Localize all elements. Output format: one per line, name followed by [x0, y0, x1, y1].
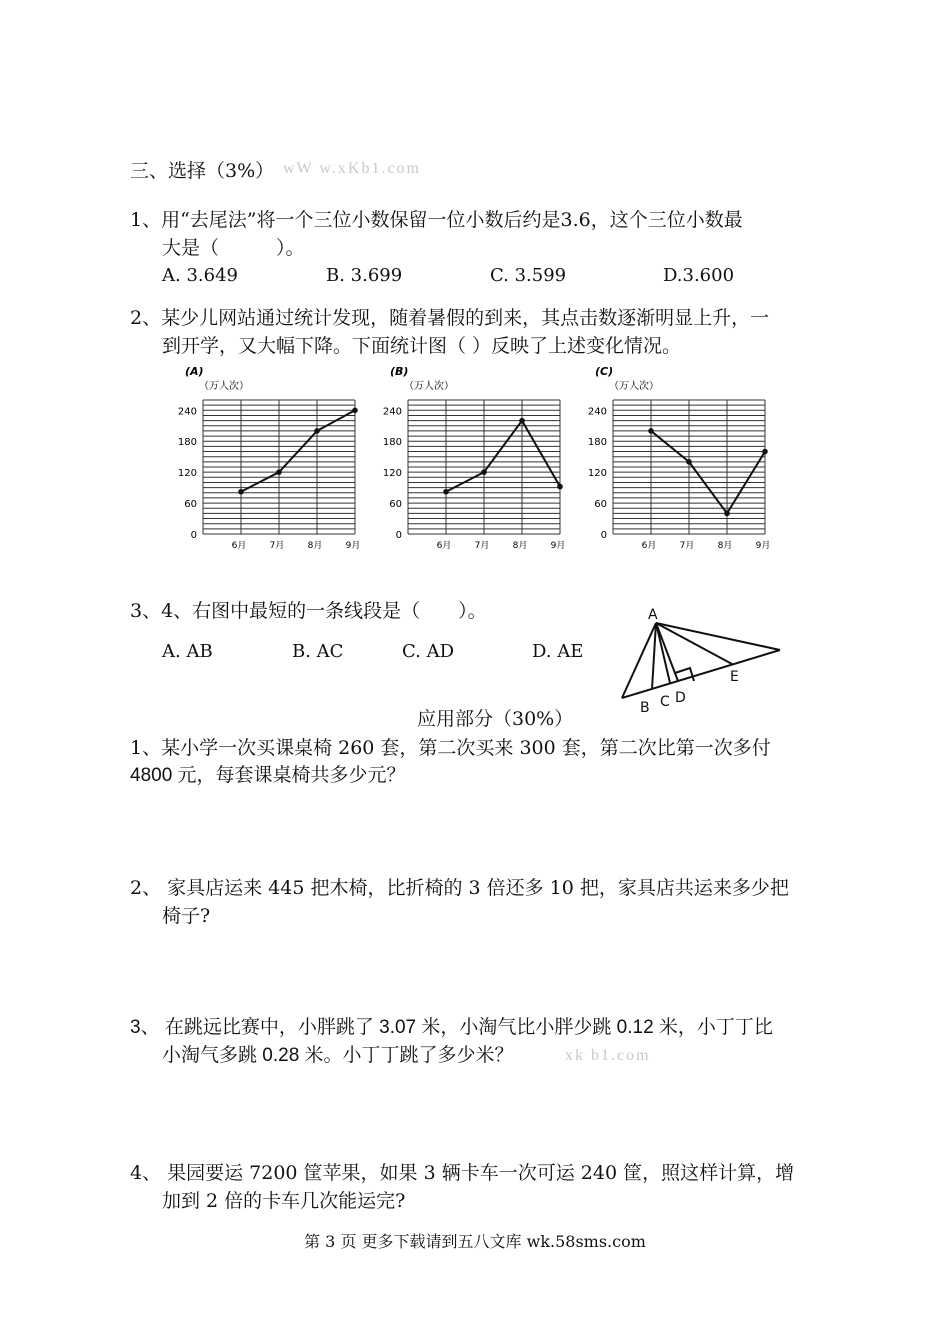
page-footer: 第 3 页 更多下载请到五八文库 wk.58sms.com	[304, 1232, 646, 1251]
x-tick-label: 6月	[641, 541, 657, 551]
chart-c	[575, 362, 785, 552]
data-point	[724, 511, 730, 517]
data-point	[276, 469, 282, 475]
chart-a	[165, 362, 375, 552]
x-tick-label: 9月	[550, 541, 566, 551]
app-q3-line1: 3、 在跳远比赛中，小胖跳了 3.07 米，小淘气比小胖少跳 0.12 米，小丁丁比	[130, 1017, 773, 1038]
chart-unit: （万人次）	[404, 381, 454, 392]
x-tick-label: 7月	[269, 541, 285, 551]
q1-option-d: D.3.600	[663, 265, 735, 286]
app-q1-line1: 1、某小学一次买课桌椅 260 套，第二次买来 300 套，第二次比第一次多付	[130, 737, 771, 759]
app-q1-line2: 4800 元，每套课桌椅共多少元？	[130, 765, 406, 786]
x-tick-label: 8月	[307, 541, 323, 551]
y-tick-label: 60	[389, 499, 402, 511]
chart-b	[370, 362, 580, 552]
q3-option-b: B. AC	[292, 641, 344, 662]
app-q2-line1: 2、 家具店运来 445 把木椅，比折椅的 3 倍还多 10 把，家具店共运来多少把	[130, 877, 789, 899]
x-tick-label: 7月	[474, 541, 490, 551]
q3-option-c: C. AD	[402, 641, 455, 662]
q1-line1: 1、用“去尾法”将一个三位小数保留一位小数后约是3.6，这个三位小数最	[130, 209, 743, 231]
y-tick-label: 0	[600, 530, 607, 541]
label-b: B	[640, 700, 650, 716]
y-tick-label: 240	[382, 406, 402, 418]
app-q3-line2: 小淘气多跳 0.28 米。小丁丁跳了多少米？	[162, 1045, 514, 1066]
q1-option-c: C. 3.599	[490, 265, 567, 286]
y-tick-label: 180	[382, 437, 402, 449]
x-tick-label: 9月	[755, 541, 771, 551]
x-tick-label: 6月	[436, 541, 452, 551]
data-point	[314, 428, 320, 434]
app-q4-line2: 加到 2 倍的卡车几次能运完?	[162, 1190, 406, 1212]
x-tick-label: 8月	[717, 541, 733, 551]
y-tick-label: 240	[587, 406, 607, 418]
data-point	[762, 449, 768, 455]
q3-line1: 3、4、右图中最短的一条线段是（ ）。	[130, 600, 487, 622]
chart-unit: （万人次）	[199, 381, 249, 392]
data-point	[238, 489, 244, 495]
label-d: D	[675, 690, 686, 706]
q3-option-a: A. AB	[162, 641, 213, 662]
label-a: A	[648, 607, 658, 623]
y-tick-label: 60	[184, 499, 197, 511]
x-tick-label: 8月	[512, 541, 528, 551]
q1-option-b: B. 3.699	[326, 265, 403, 286]
section-title: 三、选择（3%）	[130, 160, 275, 182]
chart-unit: （万人次）	[609, 381, 659, 392]
data-point	[648, 428, 654, 434]
y-tick-label: 60	[594, 499, 607, 511]
q3-option-d: D. AE	[532, 641, 584, 662]
data-point	[352, 408, 358, 414]
watermark: wW w.xKb1.com	[283, 160, 421, 177]
label-e: E	[730, 669, 739, 685]
y-tick-label: 0	[395, 530, 402, 541]
data-point	[557, 484, 563, 490]
y-tick-label: 120	[587, 468, 607, 480]
q2-line2: 到开学，又大幅下降。下面统计图（ ）反映了上述变化情况。	[162, 335, 682, 357]
series-line	[241, 410, 355, 491]
app-q2-line2: 椅子?	[162, 905, 211, 927]
q2-line1: 2、某少儿网站通过统计发现，随着暑假的到来，其点击数逐渐明显上升，一	[130, 307, 770, 329]
watermark-2: xk b1.com	[565, 1047, 651, 1064]
q1-line2: 大是（ ）。	[162, 237, 305, 259]
label-c: C	[660, 694, 670, 710]
y-tick-label: 180	[177, 437, 197, 449]
y-tick-label: 120	[177, 468, 197, 480]
app-q4-line1: 4、 果园要运 7200 筐苹果，如果 3 辆卡车一次可运 240 筐，照这样计算，增	[130, 1162, 795, 1184]
x-tick-label: 6月	[231, 541, 247, 551]
y-tick-label: 120	[382, 468, 402, 480]
chart-label: (B)	[390, 365, 409, 378]
data-point	[481, 469, 487, 475]
chart-label: (A)	[185, 365, 204, 378]
y-tick-label: 0	[190, 530, 197, 541]
y-tick-label: 240	[177, 406, 197, 418]
data-point	[443, 489, 449, 495]
triangle-figure	[610, 595, 800, 720]
data-point	[519, 418, 525, 424]
data-point	[686, 459, 692, 465]
x-tick-label: 9月	[345, 541, 361, 551]
chart-label: (C)	[595, 365, 614, 378]
q1-option-a: A. 3.649	[162, 265, 238, 286]
y-tick-label: 180	[587, 437, 607, 449]
application-title: 应用部分（30%）	[417, 708, 574, 730]
x-tick-label: 7月	[679, 541, 695, 551]
